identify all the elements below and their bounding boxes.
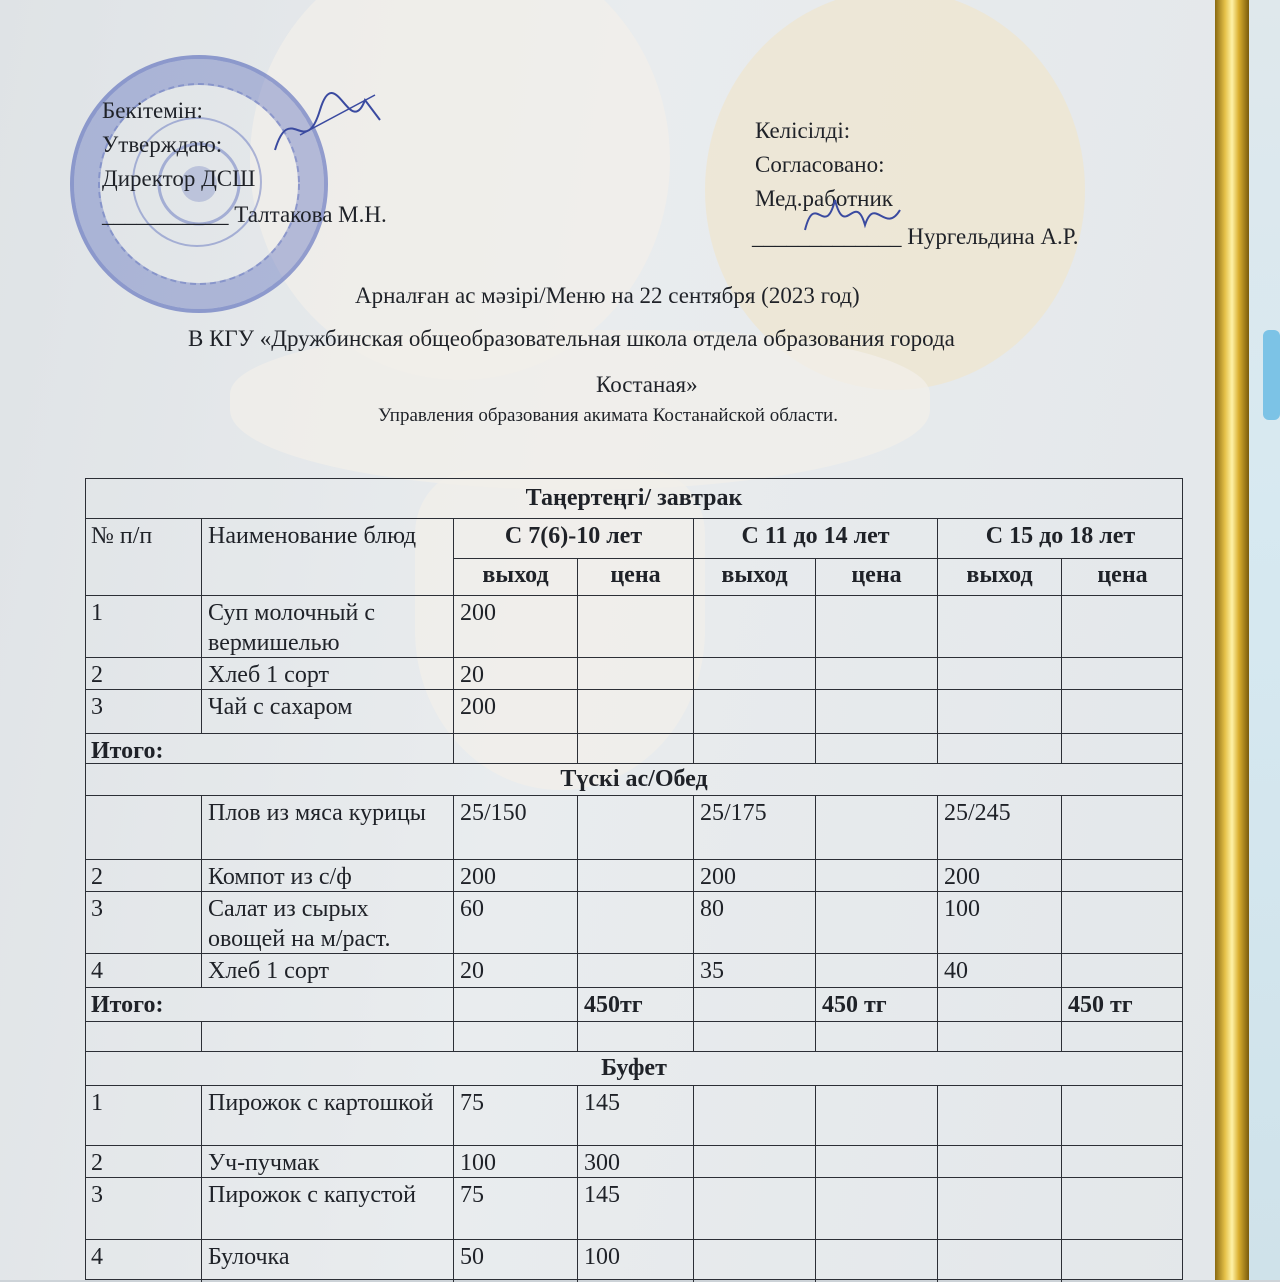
cell-output-1: 200 [453, 860, 577, 892]
cell-output-2 [693, 1022, 815, 1052]
agree-signer: _____________ Нургельдина А.Р. [752, 224, 1079, 249]
header-output-2: выход [693, 558, 815, 595]
cell-price-2 [815, 1240, 937, 1282]
cell-number: 2 [91, 864, 103, 890]
table-row [85, 1085, 1183, 1146]
cell-output-2 [693, 1178, 815, 1240]
cell-price-2 [815, 658, 937, 690]
cell-output-2: 35 [693, 954, 815, 988]
cell-number: 1 [91, 600, 103, 626]
cell-dish-name: Хлеб 1 сорт [201, 954, 453, 988]
cell-price-1 [577, 658, 693, 690]
cell-output-2: 200 [693, 860, 815, 892]
cell-price-2 [815, 954, 937, 988]
cell-price-3 [1061, 734, 1183, 764]
cell-dish-name: Хлеб 1 сорт [201, 658, 453, 690]
cell-dish-name [201, 1022, 453, 1052]
cell-number: 3 [91, 896, 103, 922]
breakfast-section-title: Таңертеңгі/ завтрак [85, 478, 1183, 518]
cell-price-1 [577, 1022, 693, 1052]
cell-output-2: 80 [693, 892, 815, 954]
approve-label-kz: Бекітемін: [102, 98, 203, 123]
cell-output-1: 20 [453, 658, 577, 690]
school-name-line1: В КГУ «Дружбинская общеобразовательная школа отдела образования города [188, 326, 955, 351]
gold-frame [1215, 0, 1249, 1280]
lunch-section-title: Түскі ас/Обед [85, 763, 1183, 795]
cell-price-1 [577, 734, 693, 764]
table-row [85, 891, 1183, 954]
header-age-group-1: С 7(6)-10 лет [453, 519, 693, 559]
empty-row [85, 1021, 1183, 1052]
department-name: Управления образования акимата Костанайской области. [378, 405, 838, 426]
cell-number: 4 [91, 1244, 103, 1270]
cell-output-1: 20 [453, 954, 577, 988]
cell-output-1 [453, 988, 577, 1022]
agree-label-kz: Келісілді: [755, 118, 851, 143]
cell-output-3 [937, 690, 1061, 734]
cell-price-3 [1061, 954, 1183, 988]
header-age-group-3: С 15 до 18 лет [937, 519, 1183, 559]
cell-price-1: 450тг [577, 988, 693, 1022]
cell-output-3 [937, 988, 1061, 1022]
cell-output-1: 100 [453, 1146, 577, 1178]
cell-output-3 [937, 734, 1061, 764]
cell-price-1 [577, 860, 693, 892]
wall-background [1249, 0, 1280, 1280]
table-row [85, 1177, 1183, 1240]
cell-price-1: 145 [577, 1086, 693, 1146]
cell-number: 3 [91, 694, 103, 720]
table-row [85, 859, 1183, 892]
cell-price-3 [1061, 1178, 1183, 1240]
agree-label-ru: Согласовано: [755, 152, 885, 177]
cell-price-3 [1061, 892, 1183, 954]
cell-output-1: 25/150 [453, 796, 577, 860]
header-output-3: выход [937, 558, 1061, 595]
cell-price-1: 145 [577, 1178, 693, 1240]
cell-dish-name: Уч-пучмак [201, 1146, 453, 1178]
table-row [85, 595, 1183, 658]
cell-output-3: 200 [937, 860, 1061, 892]
cell-number: 2 [91, 1150, 103, 1176]
cell-price-1 [577, 596, 693, 658]
table-row [85, 953, 1183, 988]
cell-output-2 [693, 596, 815, 658]
cell-output-1 [453, 734, 577, 764]
cell-output-1: 75 [453, 1178, 577, 1240]
approve-label-ru: Утверждаю: [102, 132, 223, 157]
cell-output-2 [693, 690, 815, 734]
cell-output-2 [693, 988, 815, 1022]
cell-output-3 [937, 658, 1061, 690]
cell-price-3 [1061, 1146, 1183, 1178]
cell-price-3 [1061, 1022, 1183, 1052]
cell-price-1 [577, 892, 693, 954]
cell-price-2 [815, 1178, 937, 1240]
cell-output-2 [693, 1086, 815, 1146]
cell-price-2: 450 тг [815, 988, 937, 1022]
lunch-total-row [85, 987, 1183, 1022]
school-name-line2: Костаная» [596, 372, 698, 397]
cell-price-1: 300 [577, 1146, 693, 1178]
cell-output-1: 200 [453, 596, 577, 658]
cell-number: 3 [91, 1182, 103, 1208]
cell-price-3 [1061, 1086, 1183, 1146]
cell-number: 4 [91, 958, 103, 984]
approve-position: Директор ДСШ [102, 166, 256, 191]
cell-price-3 [1061, 1240, 1183, 1282]
cell-number [85, 796, 201, 860]
cell-output-2 [693, 1146, 815, 1178]
breakfast-total-row [85, 733, 1183, 764]
table-row [85, 1239, 1183, 1282]
cell-output-3: 100 [937, 892, 1061, 954]
cell-number: 1 [91, 1090, 103, 1116]
cell-price-2 [815, 1022, 937, 1052]
cell-output-2: 25/175 [693, 796, 815, 860]
table-row [85, 689, 1183, 734]
cell-output-1: 75 [453, 1086, 577, 1146]
cell-output-3 [937, 1086, 1061, 1146]
cell-price-1 [577, 690, 693, 734]
header-number: № п/п [91, 523, 153, 549]
cell-output-2 [693, 734, 815, 764]
cell-price-3 [1061, 690, 1183, 734]
cell-price-1 [577, 796, 693, 860]
cell-dish-name: Плов из мяса курицы [201, 796, 453, 860]
cell-output-1: 50 [453, 1240, 577, 1282]
cell-output-3: 25/245 [937, 796, 1061, 860]
cell-dish-name: Суп молочный с вермишелью [201, 596, 453, 658]
cell-output-1: 60 [453, 892, 577, 954]
cell-number: 2 [91, 662, 103, 688]
cell-price-3 [1061, 658, 1183, 690]
medic-signature-icon [800, 180, 910, 250]
cell-output-3 [937, 596, 1061, 658]
cell-price-3: 450 тг [1061, 988, 1183, 1022]
header-age-group-2: С 11 до 14 лет [693, 519, 937, 559]
header-price-3: цена [1061, 558, 1183, 595]
cell-output-3 [937, 1240, 1061, 1282]
cell-price-2 [815, 596, 937, 658]
header-price-1: цена [577, 558, 693, 595]
buffet-section-title: Буфет [85, 1051, 1183, 1085]
header-dish-name: Наименование блюд [201, 519, 453, 596]
table-row [85, 1145, 1183, 1178]
cell-price-2 [815, 892, 937, 954]
cell-output-2 [693, 1240, 815, 1282]
cell-output-3 [937, 1022, 1061, 1052]
cell-price-1: 100 [577, 1240, 693, 1282]
cell-output-2 [693, 658, 815, 690]
cell-price-2 [815, 1086, 937, 1146]
header-price-2: цена [815, 558, 937, 595]
agree-position: Мед.работник [755, 186, 893, 211]
table-row [85, 657, 1183, 690]
cell-number: Итого: [91, 738, 164, 764]
cell-price-3 [1061, 796, 1183, 860]
cell-output-1: 200 [453, 690, 577, 734]
cell-price-2 [815, 1146, 937, 1178]
cell-dish-name: Салат из сырых овощей на м/раст. [201, 892, 453, 954]
cell-number: Итого: [91, 992, 164, 1018]
approve-signer: ___________ Талтакова М.Н. [102, 202, 387, 227]
cell-output-1 [453, 1022, 577, 1052]
cell-output-3 [937, 1178, 1061, 1240]
cell-dish-name: Булочка [201, 1240, 453, 1282]
cell-price-3 [1061, 860, 1183, 892]
table-row [85, 795, 1183, 860]
cell-dish-name: Компот из с/ф [201, 860, 453, 892]
menu-date-title: Арналған ас мәзірі/Меню на 22 сентября (2023 год) [355, 283, 860, 308]
cell-price-1 [577, 954, 693, 988]
cell-price-2 [815, 690, 937, 734]
cell-dish-name: Чай с сахаром [201, 690, 453, 734]
header-output-1: выход [453, 558, 577, 595]
cell-price-2 [815, 860, 937, 892]
cell-price-2 [815, 734, 937, 764]
cell-price-2 [815, 796, 937, 860]
cell-dish-name: Пирожок с капустой [201, 1178, 453, 1240]
cell-price-3 [1061, 596, 1183, 658]
cell-output-3 [937, 1146, 1061, 1178]
cell-number [85, 1022, 201, 1052]
cell-output-3: 40 [937, 954, 1061, 988]
cell-dish-name: Пирожок с картошкой [201, 1086, 453, 1146]
director-signature-icon [270, 80, 390, 170]
